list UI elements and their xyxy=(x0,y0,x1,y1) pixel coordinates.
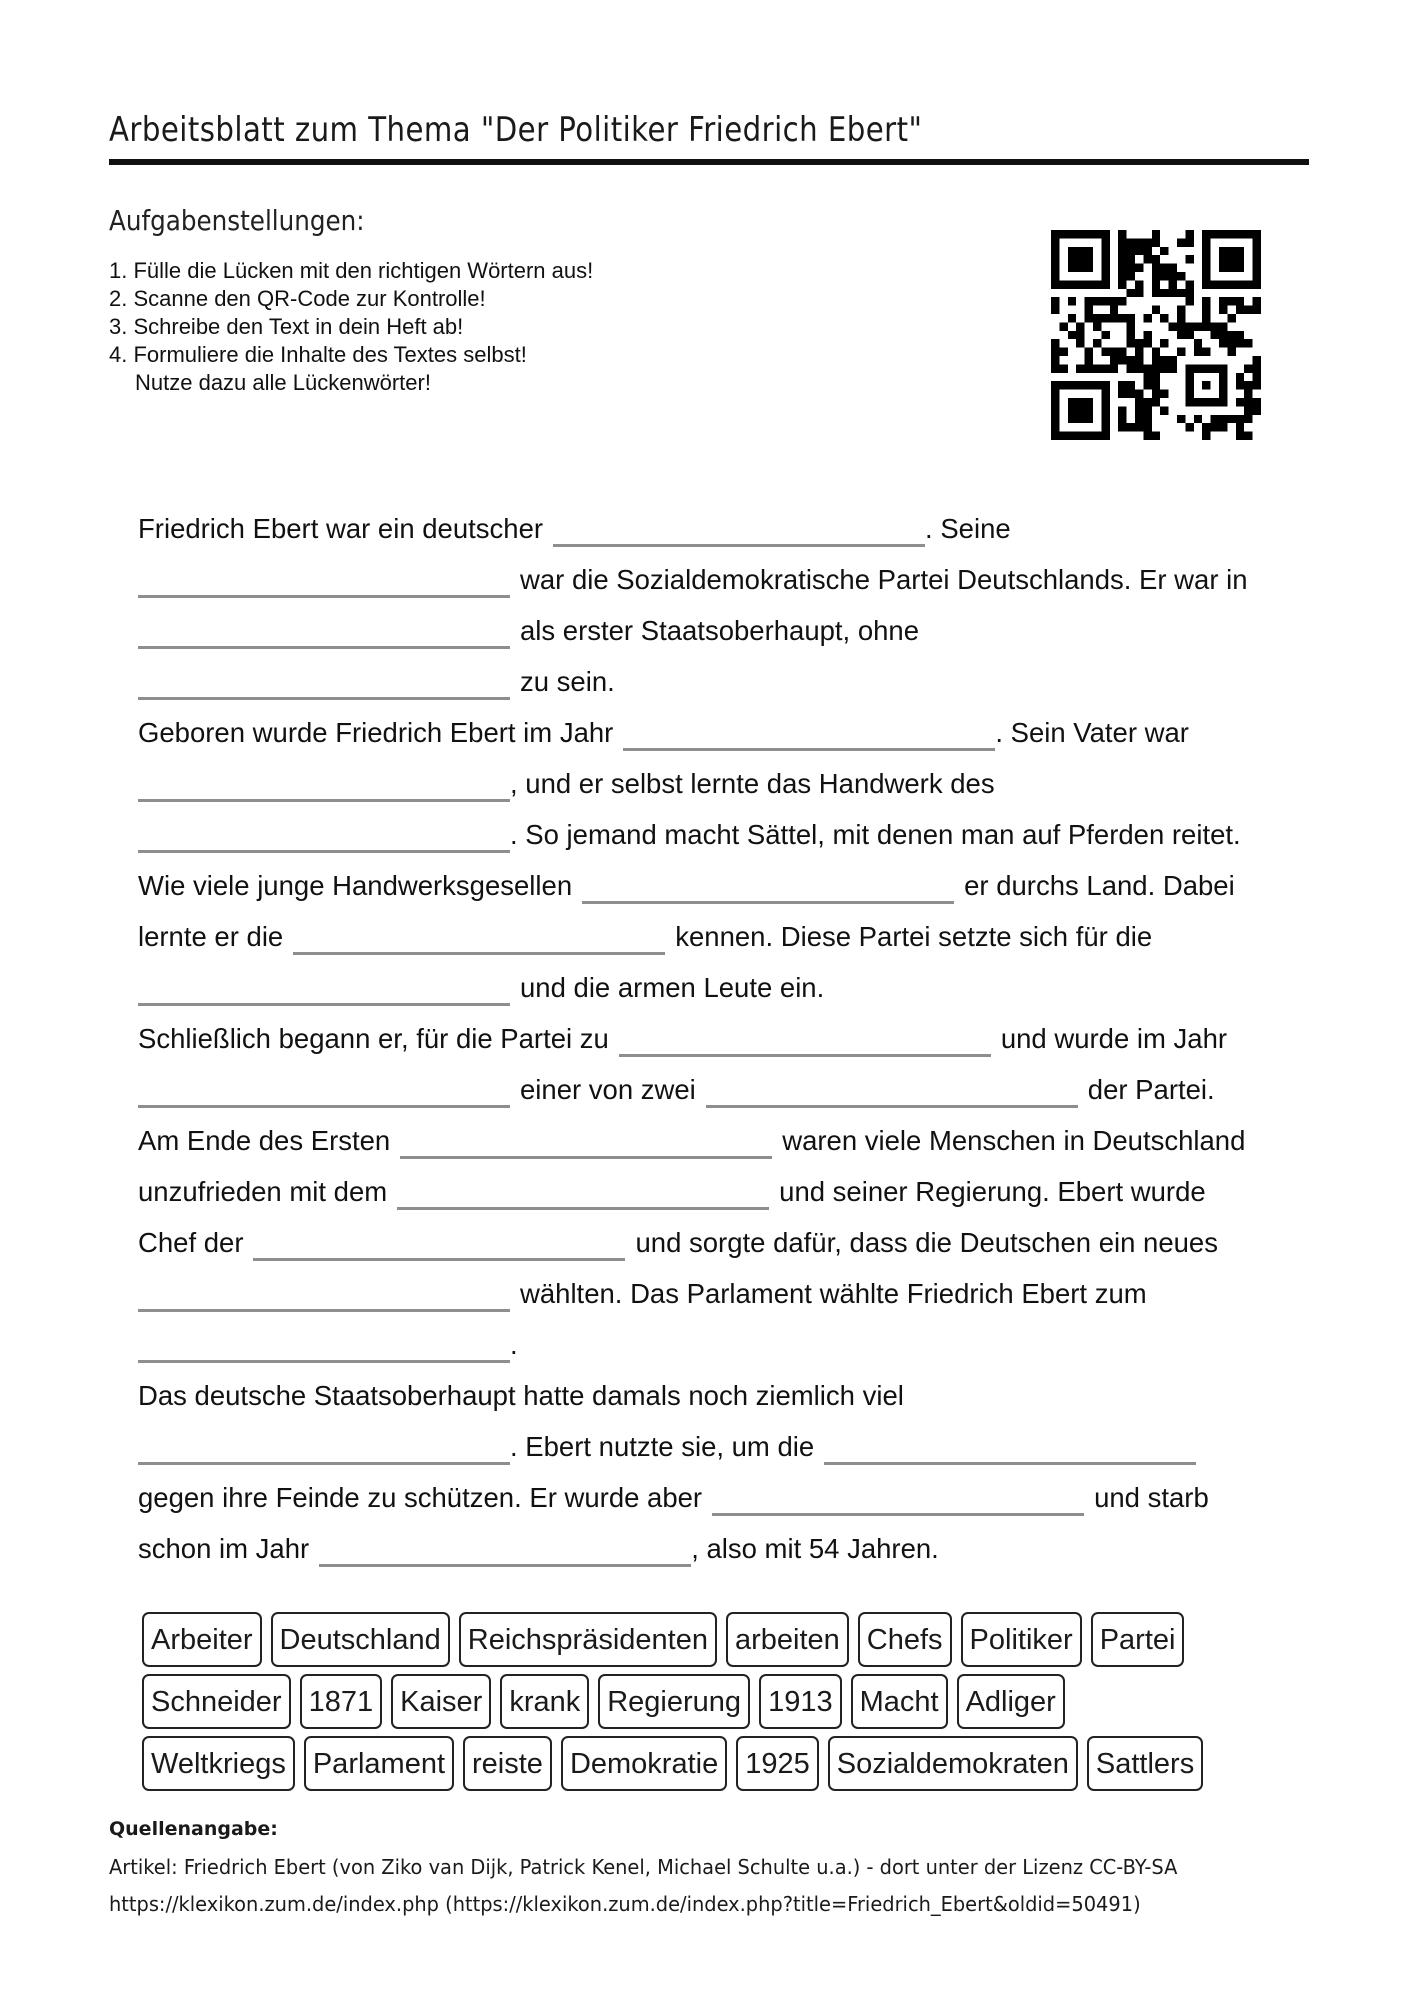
cloze-text-segment: und wurde im Jahr xyxy=(1000,1023,1228,1054)
answer-blank[interactable] xyxy=(319,1558,691,1567)
answer-blank[interactable] xyxy=(138,1354,510,1363)
cloze-text-segment: . Ebert nutzte sie, um die xyxy=(510,1431,815,1462)
word-bank-row xyxy=(142,1674,1302,1729)
answer-blank[interactable] xyxy=(293,946,665,955)
answer-blank[interactable] xyxy=(553,538,925,547)
cloze-row xyxy=(138,908,1288,959)
answer-blank[interactable] xyxy=(138,793,510,802)
word-chip[interactable]: Sozialdemokraten xyxy=(828,1736,1078,1791)
cloze-row xyxy=(138,500,1288,551)
word-chip[interactable]: Weltkriegs xyxy=(142,1736,295,1791)
answer-blank[interactable] xyxy=(706,1099,1078,1108)
word-chip[interactable]: Kaiser xyxy=(391,1674,491,1729)
cloze-text-segment: und die armen Leute ein. xyxy=(520,972,825,1003)
cloze-text-segment: . So jemand macht Sättel, mit denen man auf Pferden reitet. xyxy=(510,819,1241,850)
cloze-text-segment: Am Ende des Ersten xyxy=(138,1125,391,1156)
cloze-text-segment: zu sein. xyxy=(520,666,615,697)
answer-blank[interactable] xyxy=(582,895,954,904)
cloze-row xyxy=(138,1367,1288,1418)
cloze-row xyxy=(138,1265,1288,1316)
cloze-row xyxy=(138,1112,1288,1163)
cloze-row xyxy=(138,1061,1288,1112)
cloze-row xyxy=(138,1418,1288,1469)
word-chip[interactable]: 1871 xyxy=(300,1674,383,1729)
answer-blank[interactable] xyxy=(712,1507,1084,1516)
word-chip[interactable]: Reichspräsidenten xyxy=(459,1612,717,1667)
task-item: 1. Fülle die Lücken mit den richtigen Wörtern aus! xyxy=(109,258,594,283)
tasks-heading: Aufgabenstellungen: xyxy=(109,204,365,237)
cloze-row xyxy=(138,1163,1288,1214)
cloze-text xyxy=(138,500,1288,1571)
word-chip[interactable]: arbeiten xyxy=(726,1612,849,1667)
cloze-text-segment: . Seine xyxy=(925,513,1011,544)
title-rule xyxy=(109,159,1309,165)
source-url: https://klexikon.zum.de/index.php (https://klexikon.zum.de/index.php?title=Friedrich_Ebert&oldid=50491) xyxy=(109,1892,1141,1916)
cloze-row xyxy=(138,857,1288,908)
task-list xyxy=(109,257,593,397)
worksheet-title: Arbeitsblatt zum Thema "Der Politiker Friedrich Ebert" xyxy=(109,110,923,150)
cloze-text-segment: und starb xyxy=(1094,1482,1209,1513)
answer-blank[interactable] xyxy=(138,1099,510,1108)
qr-code[interactable] xyxy=(1051,230,1261,440)
cloze-row xyxy=(138,602,1288,653)
word-chip[interactable]: Sattlers xyxy=(1087,1736,1203,1791)
cloze-text-segment: war die Sozialdemokratische Partei Deutschlands. Er war in xyxy=(520,564,1248,595)
word-chip[interactable]: reiste xyxy=(463,1736,552,1791)
cloze-text-segment: wählten. Das Parlament wählte Friedrich Ebert zum xyxy=(520,1278,1147,1309)
answer-blank[interactable] xyxy=(138,1303,510,1312)
cloze-row xyxy=(138,959,1288,1010)
word-chip[interactable]: 1925 xyxy=(736,1736,819,1791)
cloze-row xyxy=(138,653,1288,704)
cloze-row xyxy=(138,1316,1288,1367)
answer-blank[interactable] xyxy=(138,1456,510,1465)
task-item-continuation: Nutze dazu alle Lückenwörter! xyxy=(135,370,431,395)
answer-blank[interactable] xyxy=(138,997,510,1006)
cloze-row xyxy=(138,1010,1288,1061)
cloze-text-segment: , und er selbst lernte das Handwerk des xyxy=(510,768,995,799)
word-chip[interactable]: Adliger xyxy=(957,1674,1065,1729)
cloze-row xyxy=(138,704,1288,755)
cloze-text-segment: . Sein Vater war xyxy=(995,717,1189,748)
word-chip[interactable]: Demokratie xyxy=(561,1736,727,1791)
word-bank-row xyxy=(142,1736,1302,1791)
word-chip[interactable]: krank xyxy=(500,1674,589,1729)
cloze-row xyxy=(138,755,1288,806)
word-chip[interactable]: Chefs xyxy=(858,1612,952,1667)
word-chip[interactable]: Politiker xyxy=(961,1612,1082,1667)
cloze-text-segment: , also mit 54 Jahren. xyxy=(691,1533,939,1564)
cloze-text-segment: schon im Jahr xyxy=(138,1533,310,1564)
word-chip[interactable]: Macht xyxy=(851,1674,948,1729)
cloze-text-segment: waren viele Menschen in Deutschland xyxy=(782,1125,1246,1156)
cloze-text-segment: gegen ihre Feinde zu schützen. Er wurde aber xyxy=(138,1482,703,1513)
cloze-text-segment: er durchs Land. Dabei xyxy=(964,870,1235,901)
cloze-text-segment: Schließlich begann er, für die Partei zu xyxy=(138,1023,609,1054)
source-article: Artikel: Friedrich Ebert (von Ziko van Dijk, Patrick Kenel, Michael Schulte u.a.) - dort unter der Lizenz CC-BY-SA xyxy=(109,1855,1178,1879)
cloze-text-segment: und sorgte dafür, dass die Deutschen ein neues xyxy=(635,1227,1218,1258)
task-item: 4. Formuliere die Inhalte des Textes selbst! xyxy=(109,342,527,367)
task-item: 3. Schreibe den Text in dein Heft ab! xyxy=(109,314,464,339)
answer-blank[interactable] xyxy=(138,844,510,853)
answer-blank[interactable] xyxy=(138,589,510,598)
cloze-text-segment: Das deutsche Staatsoberhaupt hatte damals noch ziemlich viel xyxy=(138,1380,904,1411)
word-chip[interactable]: 1913 xyxy=(759,1674,842,1729)
word-chip[interactable]: Arbeiter xyxy=(142,1612,262,1667)
word-chip[interactable]: Regierung xyxy=(598,1674,750,1729)
word-bank xyxy=(142,1612,1302,1798)
task-item: 2. Scanne den QR-Code zur Kontrolle! xyxy=(109,286,486,311)
word-chip[interactable]: Parlament xyxy=(304,1736,454,1791)
answer-blank[interactable] xyxy=(824,1456,1196,1465)
cloze-text-segment: der Partei. xyxy=(1087,1074,1215,1105)
word-chip[interactable]: Schneider xyxy=(142,1674,291,1729)
answer-blank[interactable] xyxy=(253,1252,625,1261)
cloze-row xyxy=(138,551,1288,602)
word-chip[interactable]: Partei xyxy=(1091,1612,1185,1667)
answer-blank[interactable] xyxy=(400,1150,772,1159)
cloze-text-segment: unzufrieden mit dem xyxy=(138,1176,388,1207)
cloze-row xyxy=(138,1214,1288,1265)
cloze-row xyxy=(138,1469,1288,1520)
answer-blank[interactable] xyxy=(623,742,995,751)
cloze-text-segment: lernte er die xyxy=(138,921,284,952)
cloze-row xyxy=(138,806,1288,857)
word-chip[interactable]: Deutschland xyxy=(271,1612,450,1667)
cloze-text-segment: kennen. Diese Partei setzte sich für die xyxy=(675,921,1153,952)
cloze-text-segment: Friedrich Ebert war ein deutscher xyxy=(138,513,544,544)
cloze-text-segment: Geboren wurde Friedrich Ebert im Jahr xyxy=(138,717,614,748)
cloze-row xyxy=(138,1520,1288,1571)
source-label: Quellenangabe: xyxy=(109,1818,278,1840)
cloze-text-segment: Chef der xyxy=(138,1227,244,1258)
answer-blank[interactable] xyxy=(138,691,510,700)
cloze-text-segment: einer von zwei xyxy=(520,1074,696,1105)
cloze-text-segment: . xyxy=(510,1329,518,1360)
word-bank-row xyxy=(142,1612,1302,1667)
cloze-text-segment: und seiner Regierung. Ebert wurde xyxy=(779,1176,1206,1207)
cloze-text-segment: als erster Staatsoberhaupt, ohne xyxy=(520,615,920,646)
answer-blank[interactable] xyxy=(397,1201,769,1210)
answer-blank[interactable] xyxy=(138,640,510,649)
cloze-text-segment: Wie viele junge Handwerksgesellen xyxy=(138,870,573,901)
answer-blank[interactable] xyxy=(619,1048,991,1057)
